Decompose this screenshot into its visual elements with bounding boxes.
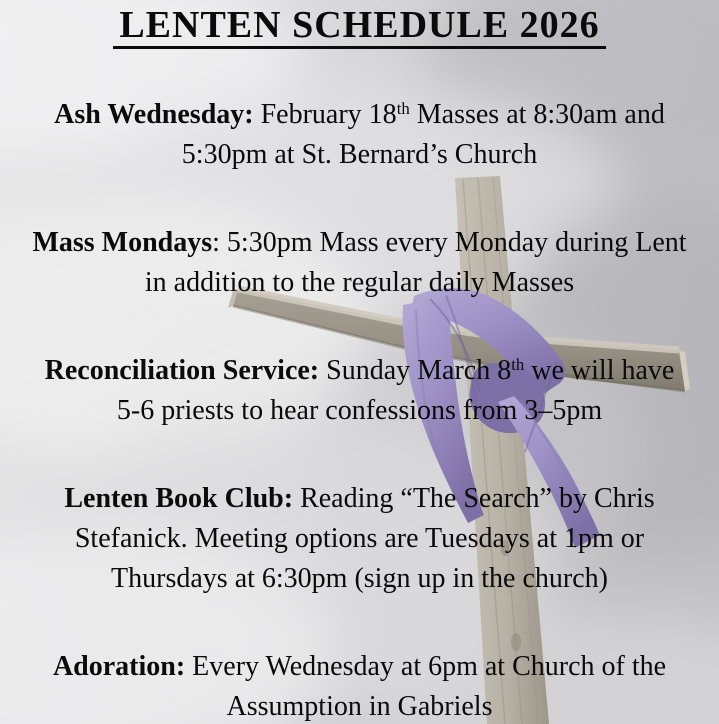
- section-label: Mass Mondays: [32, 227, 213, 258]
- title-row: [0, 6, 719, 49]
- section-text: in addition to the regular daily Masses: [144, 267, 575, 298]
- section-text: we will have: [524, 355, 675, 386]
- section-text: : 5:30pm Mass every Monday during Lent: [212, 227, 687, 258]
- section-text: February 18: [253, 99, 397, 130]
- schedule-section-adoration: [0, 647, 719, 724]
- schedule-section-lenten-book-club: [0, 479, 719, 599]
- text-line: [0, 559, 719, 599]
- section-text: Stefanick. Meeting options are Tuesdays at 1pm or: [74, 523, 645, 554]
- text-line: [0, 135, 719, 175]
- text-line: [0, 479, 719, 519]
- schedule-section-reconciliation-service: [0, 351, 719, 431]
- section-text: Reading “The Search” by Chris: [293, 483, 655, 514]
- section-text: 5:30pm at St. Bernard’s Church: [181, 139, 538, 170]
- schedule-section-ash-wednesday: [0, 95, 719, 175]
- ordinal-suffix: th: [511, 354, 525, 374]
- text-line: [0, 223, 719, 263]
- schedule-section-mass-mondays: [0, 223, 719, 303]
- section-text: Masses at 8:30am and: [409, 99, 665, 130]
- section-text: Sunday March 8: [319, 355, 512, 386]
- text-line: [0, 391, 719, 431]
- text-line: [0, 519, 719, 559]
- text-line: [0, 351, 719, 391]
- text-line: [0, 687, 719, 724]
- text-line: [0, 263, 719, 303]
- section-text: Every Wednesday at 6pm at Church of the: [185, 651, 667, 682]
- text-line: [0, 647, 719, 687]
- page-title: LENTEN SCHEDULE 2026: [113, 6, 605, 49]
- section-text: 5-6 priests to hear confessions from 3–5pm: [116, 395, 603, 426]
- section-label: Reconciliation Service:: [44, 355, 320, 386]
- schedule-sections: [0, 95, 719, 724]
- section-text: Thursdays at 6:30pm (sign up in the church): [111, 563, 608, 594]
- text-line: [0, 95, 719, 135]
- ordinal-suffix: th: [396, 98, 410, 118]
- section-label: Lenten Book Club:: [64, 483, 294, 514]
- section-label: Adoration:: [52, 651, 186, 682]
- section-text: Assumption in Gabriels: [226, 691, 493, 722]
- section-label: Ash Wednesday:: [54, 99, 254, 130]
